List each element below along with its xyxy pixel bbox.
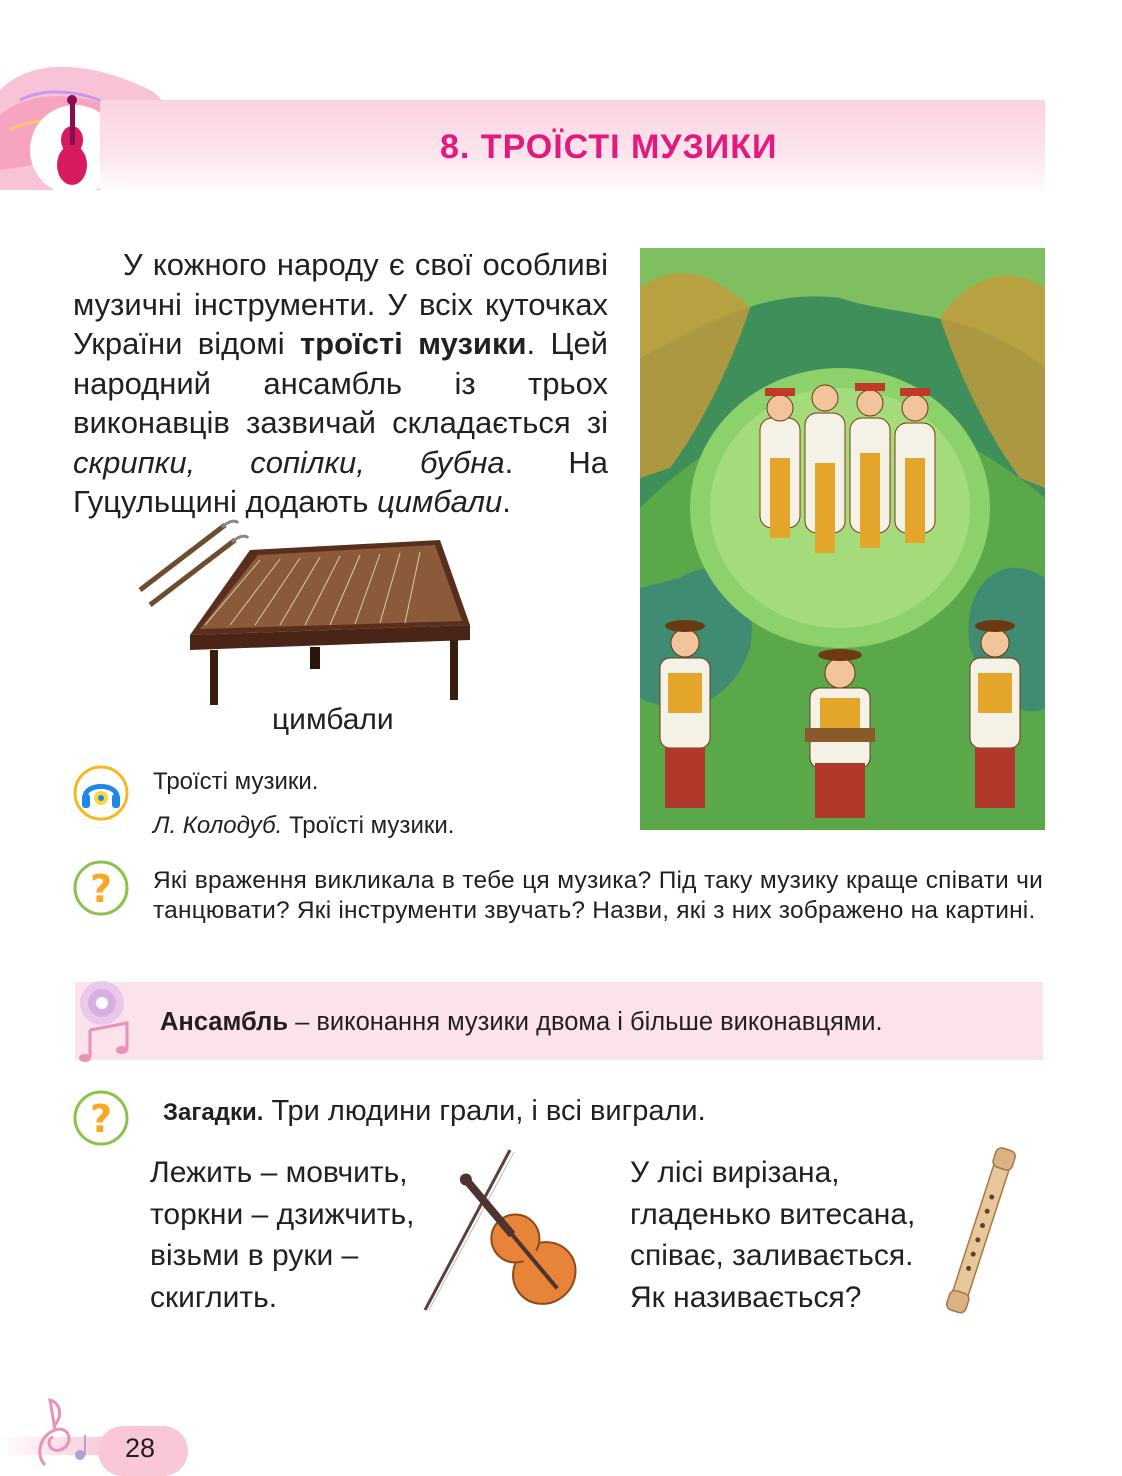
riddles-intro: Три людини грали, і всі виграли. (263, 1095, 706, 1127)
treble-clef-icon (25, 1395, 100, 1475)
riddle-right-line: гладенько витесана, (630, 1197, 916, 1231)
folk-painting-image (640, 248, 1045, 830)
svg-text:?: ? (89, 867, 113, 911)
intro-paragraph (73, 245, 608, 522)
listening-author: Л. Колодуб. (153, 812, 283, 839)
intro-text-1: У кожного народу є свої особливі музичні інструменти. У всіх куточках України відомі (73, 247, 608, 361)
question-icon (73, 860, 129, 916)
page-title: 8. ТРОЇСТІ МУЗИКИ (440, 128, 778, 166)
page-number: 28 (125, 1433, 156, 1463)
intro-bold-term: троїсті музики (299, 326, 527, 361)
headphones-icon (73, 765, 129, 821)
violin-image (415, 1140, 590, 1320)
riddle-left-line: Лежить – мовчить, (150, 1156, 408, 1189)
svg-text:?: ? (89, 1097, 113, 1141)
intro-text-3: . На Гуцульщині додають (73, 444, 608, 519)
listening-title: Троїсті музики. (282, 812, 455, 839)
riddles-label: Загадки. (163, 1099, 264, 1126)
definition-term: Ансамбль (160, 1008, 289, 1036)
music-note-decoration-icon (72, 975, 142, 1065)
riddle-left-line: скиглить. (150, 1280, 278, 1314)
listening-item-2 (153, 812, 454, 840)
cimbaly-image (130, 515, 510, 715)
riddle-right-line: У лісі вирізана, (630, 1156, 840, 1189)
intro-text-2: . Цей народний ансамбль із трьох виконавців зазвичай складається зі (73, 326, 608, 440)
intro-text-4: . (502, 484, 511, 519)
cimbaly-caption: цимбали (272, 703, 394, 736)
riddles-heading (163, 1095, 706, 1128)
riddle-right-line: Як називається? (630, 1280, 862, 1314)
riddle-left-line: торкни – дзижчить, (150, 1197, 415, 1231)
riddle-right (630, 1152, 915, 1318)
listening-item-1: Троїсті музики. (153, 768, 319, 795)
riddle-right-line: співає, заливається. (630, 1239, 914, 1272)
definition-body: – виконання музики двома і більше виконавцями. (288, 1008, 883, 1036)
question-text: Які враження викликала в тебе ця музика? Під таку музику краще співати чи танцювати? Які інструменти звучать? Назви, які з них зображено на картині. (153, 867, 1043, 924)
riddle-left (150, 1152, 414, 1318)
sopilka-flute-image (935, 1140, 1025, 1320)
definition-text (160, 1008, 883, 1037)
riddle-left-line: візьми в руки – (150, 1239, 359, 1272)
intro-italic-cimbal: цимбали (376, 484, 503, 519)
intro-italic-instruments: скрипки, сопілки, бубна (73, 444, 505, 480)
riddle-question-icon (73, 1090, 129, 1146)
